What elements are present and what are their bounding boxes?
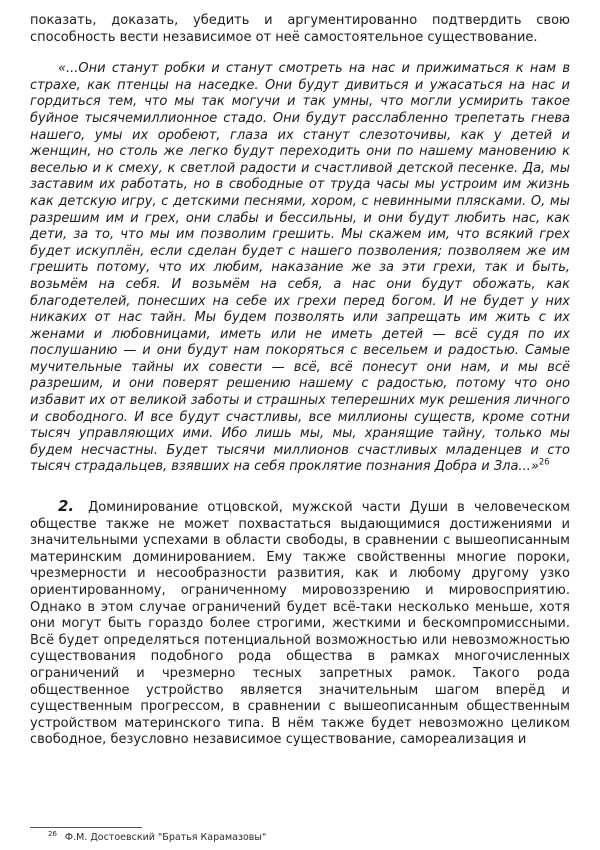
footnote-area	[30, 827, 570, 844]
quote-text: «...Они станут робки и станут смотреть на нас и прижиматься к нам в страхе, как птенцы на наседке. Они будут дивиться и ужасаться на нас и гордиться тем, что мы так могучи и так умны, что могли усмирить такое буйное тысячемиллионное стадо. Они будут расслабленно трепетать гнева нашего, умы их оробеют, глаза их станут слезоточивы, как у детей и женщин, но столь же легко будут переходить они по нашему мановению к веселью и к смеху, к светлой радости и счастливой детской песенке. Да, мы заставим их работать, но в свободные от труда часы мы устроим им жизнь как детскую игру, с детскими песнями, хором, с невинными плясками. О, мы разрешим им и грех, они слабы и бессильны, и они будут любить нас, как дети, за то, что мы им позволим грешить. Мы скажем им, что всякий грех будет искуплён, если сделан будет с нашего позволения; позволяем же им грешить потому, что их любим, наказание же за эти грехи, так и быть, возьмём на себя. И возьмём на себя, а нас они будут обожать, как благодетелей, понесших на себе их грехи перед богом. И не будет у них никаких от нас тайн. Мы будем позволять или запрещать им жить с их женами и любовницами, иметь или не иметь детей — всё судя по их послушанию — и они будут нам покоряться с весельем и радостью. Самые мучительные тайны их совести — всё, всё понесут они нам, и мы всё разрешим, и они поверят решению нашему с радостью, потому что оно избавит их от великой заботы и страшных теперешних мук решения личного и свободного. И все будут счастливы, все миллионы существ, кроме сотни тысяч управляющих ими. Ибо лишь мы, мы, хранящие тайну, только мы будем несчастны. Будет тысячи миллионов счастливых младенцев и сто тысяч страдальцев, взявших на себя проклятие познания Добра и Зла...»	[30, 61, 570, 475]
quote-paragraph	[30, 61, 570, 476]
footnote-marker: 26	[48, 829, 57, 838]
footnote-separator	[30, 827, 142, 828]
footnote	[30, 829, 570, 844]
intro-paragraph: показать, доказать, убедить и аргументированно подтвердить свою способность вести независимое от неё самостоятельное существование.	[30, 13, 570, 45]
section-text: Доминирование отцовской, мужской части Души в человеческом обществе также не может похвастаться выдающимися достижениями и значительными успехами в области свободы, в сравнении с вышеописанным материнским доминированием. Ему также свойственны многие пороки, чрезмерности и несообразности развития, как и любому другому узко ориентированному, ограниченному мировоззрению и мировосприятию. Однако в этом случае ограничений будет всё-таки несколько меньше, хотя они могут быть гораздо более строгими, жесткими и бескомпромиссными. Всё будет определяться потенциальной возможностью или невозможностью существования подобного рода общества в рамках многочисленных ограничений и чрезмерно тесных запретных рамок. Такого рода общественное устройство является значительным шагом вперёд и существенным прогрессом, в сравнении с вышеописанным общественным устройством материнского типа. В нём также будет невозможно целиком свободное, безусловно независимое существование, самореализация и	[30, 500, 570, 748]
footnote-text: Ф.М. Достоевский "Братья Карамазовы"	[64, 832, 267, 843]
section-paragraph	[30, 498, 570, 749]
footnote-reference: 26	[538, 458, 550, 469]
section-number: 2.	[58, 497, 75, 516]
